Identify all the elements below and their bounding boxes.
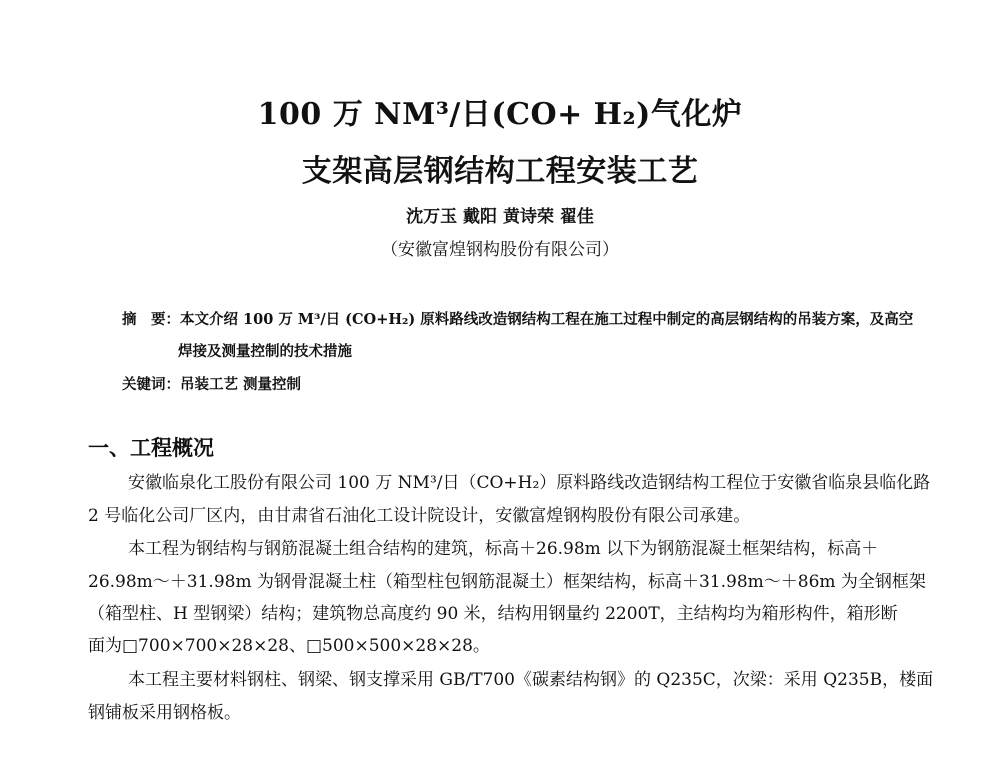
paragraph-2-line-2: 26.98m～＋31.98m 为钢骨混凝土柱（箱型柱包钢筋混凝土）框架结构，标高＋31.98m～＋86m 为全钢框架: [88, 572, 926, 592]
abstract-text-1: 本文介绍 100 万 M³/日 (CO+H₂) 原料路线改造钢结构工程在施工过程中制定的高层钢结构的吊装方案，及高空: [180, 311, 914, 328]
author-list: 沈万玉 戴阳 黄诗荣 翟佳: [406, 207, 594, 227]
keywords-text: 吊装工艺 测量控制: [180, 376, 302, 393]
paragraph-3-line-1: 本工程主要材料钢柱、钢梁、钢支撑采用 GB/T700《碳素结构钢》的 Q235C，次梁：采用 Q235B，楼面: [128, 670, 934, 690]
paper-title-line-1: 100 万 NM³/日(CO+ H₂)气化炉: [257, 97, 743, 132]
abstract-label: 摘 要：: [122, 311, 180, 328]
paragraph-1-line-2: 2 号临化公司厂区内，由甘肃省石油化工设计院设计，安徽富煌钢构股份有限公司承建。: [88, 506, 751, 526]
abstract-line-2: 焊接及测量控制的技术措施: [178, 343, 352, 360]
paper-title-line-2: 支架高层钢结构工程安装工艺: [301, 154, 699, 189]
keywords-label: 关键词：: [122, 376, 180, 393]
abstract-line-1: [122, 310, 913, 330]
paragraph-2-line-4: 面为□700×700×28×28、□500×500×28×28。: [88, 636, 490, 656]
affiliation: （安徽富煌钢构股份有限公司）: [381, 240, 619, 260]
paragraph-2-line-1: 本工程为钢结构与钢筋混凝土组合结构的建筑，标高＋26.98m 以下为钢筋混凝土框架结构，标高＋: [128, 539, 879, 559]
paragraph-3-line-2: 钢铺板采用钢格板。: [88, 703, 241, 723]
paragraph-1-line-1: 安徽临泉化工股份有限公司 100 万 NM³/日（CO+H₂）原料路线改造钢结构工程位于安徽省临泉县临化路: [128, 473, 931, 493]
section-heading: 一、工程概况: [88, 435, 214, 460]
paragraph-2-line-3: （箱型柱、H 型钢梁）结构；建筑物总高度约 90 米，结构用钢量约 2200T，主结构均为箱形构件，箱形断: [88, 604, 898, 624]
keywords-line: [122, 375, 301, 395]
